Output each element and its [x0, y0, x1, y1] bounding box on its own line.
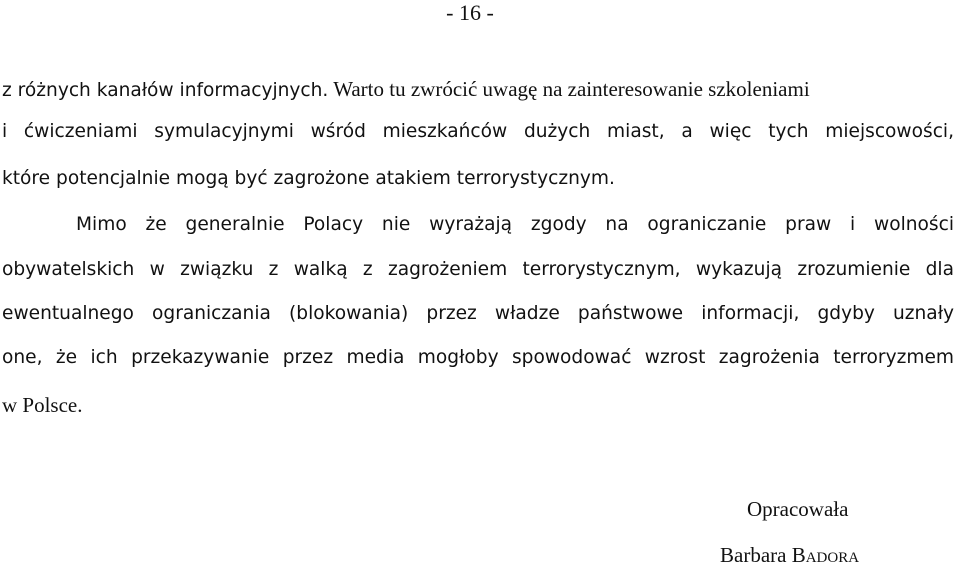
paragraph-2-line-1: Mimo że generalnie Polacy nie wyrażają zgody na ograniczanie praw i wolności — [76, 214, 954, 235]
author-first-name: Barbara — [720, 543, 787, 567]
author-last-name: Badora — [791, 543, 860, 567]
signature-label: Opracowała — [747, 497, 849, 521]
paragraph-2-line-4: one, że ich przekazywanie przez media mogłoby spowodować wzrost zagrożenia terroryzmem — [2, 347, 954, 368]
paragraph-1-line-1 — [2, 77, 954, 103]
page-number: - 16 - — [446, 0, 494, 25]
paragraph-2-line-3: ewentualnego ograniczania (blokowania) przez władze państwowe informacji, gdyby uznały — [2, 303, 954, 324]
text-segment-sans: z różnych kanałów informacyjnych. — [2, 80, 329, 101]
text-segment-serif: Warto tu zwrócić uwagę na zainteresowanie szkoleniami — [328, 77, 810, 101]
signature-author — [720, 543, 859, 567]
paragraph-2-line-5: w Polsce. — [2, 393, 83, 417]
paragraph-1-line-2: i ćwiczeniami symulacyjnymi wśród mieszkańców dużych miast, a więc tych miejscowości, — [2, 121, 954, 142]
paragraph-1-line-3: które potencjalnie mogą być zagrożone atakiem terrorystycznym. — [2, 168, 615, 189]
paragraph-2-line-2: obywatelskich w związku z walką z zagrożeniem terrorystycznym, wykazują zrozumienie dla — [2, 259, 954, 280]
